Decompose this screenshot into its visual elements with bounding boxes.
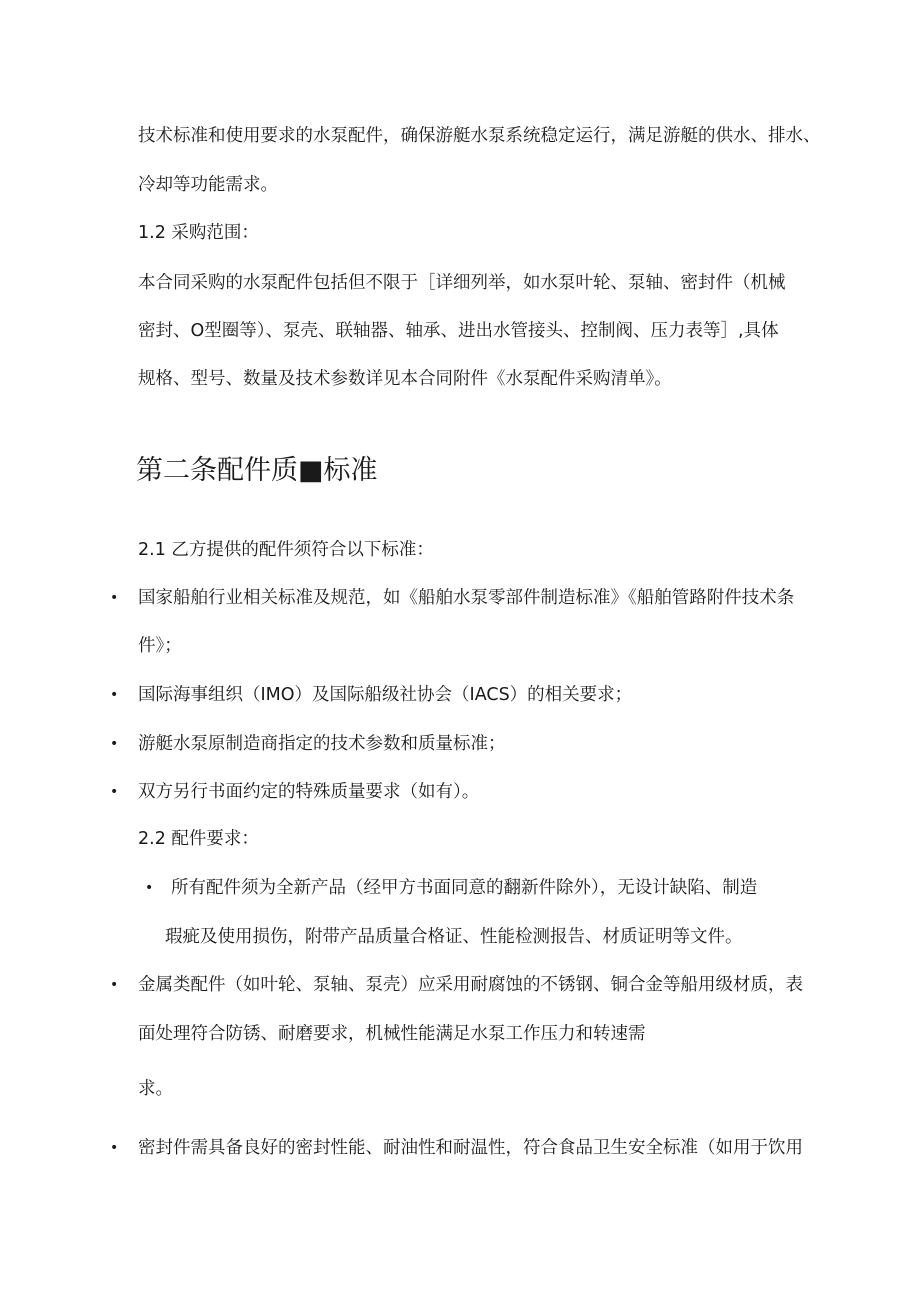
bullet-icon: • bbox=[110, 1140, 119, 1156]
standard-item-2: 国际海事组织（IMO）及国际船级社协会（IACS）的相关要求； bbox=[138, 685, 633, 705]
requirement-item-2-line-3: 求。 bbox=[138, 1079, 173, 1099]
standard-item-1-line-2: 件》； bbox=[138, 636, 182, 656]
scope-line-1: 本合同采购的水泵配件包括但不限于［详细列举，如水泵叶轮、泵轴、密封件（机械 bbox=[138, 273, 786, 293]
standard-item-1-line-1: 国家船舶行业相关标准及规范，如《船舶水泵零部件制造标准》《船舶管路附件技术条 bbox=[138, 588, 795, 608]
subsection-2-1-label: 2.1 乙方提供的配件须符合以下标准： bbox=[138, 540, 434, 560]
bullet-icon: • bbox=[110, 590, 119, 606]
standard-item-4: 双方另行书面约定的特殊质量要求（如有）。 bbox=[138, 782, 480, 802]
requirement-item-1-line-1: 所有配件须为全新产品（经甲方书面同意的翻新件除外），无设计缺陷、制造 bbox=[171, 878, 758, 898]
requirement-item-2-line-1: 金属类配件（如叶轮、泵轴、泵壳）应采用耐腐蚀的不锈钢、铜合金等船用级材质，表 bbox=[138, 975, 803, 995]
requirement-item-1-line-2: 瑕疵及使用损伤，附带产品质量合格证、性能检测报告、材质证明等文件。 bbox=[165, 927, 743, 947]
bullet-icon: • bbox=[110, 977, 119, 993]
intro-line-1: 技术标准和使用要求的水泵配件，确保游艇水泵系统稳定运行，满足游艇的供水、排水、 bbox=[138, 126, 821, 146]
section-2-title: 第二条配件质■标准 bbox=[136, 455, 378, 486]
intro-line-2: 冷却等功能需求。 bbox=[138, 175, 278, 195]
bullet-icon: • bbox=[110, 784, 119, 800]
subsection-1-2-label: 1.2 采购范围： bbox=[138, 223, 259, 243]
bullet-icon: • bbox=[145, 880, 154, 896]
scope-line-2: 密封、O型圈等）、泵壳、联轴器、轴承、进出水管接头、控制阀、压力表等］,具体 bbox=[138, 321, 779, 341]
bullet-icon: • bbox=[110, 736, 119, 752]
requirement-item-2-line-2: 面处理符合防锈、耐磨要求，机械性能满足水泵工作压力和转速需 bbox=[138, 1024, 646, 1044]
scope-line-3: 规格、型号、数量及技术参数详见本合同附件《水泵配件采购清单》。 bbox=[138, 369, 672, 389]
standard-item-3: 游艇水泵原制造商指定的技术参数和质量标准； bbox=[138, 734, 506, 754]
subsection-2-2-label: 2.2 配件要求： bbox=[138, 829, 259, 849]
bullet-icon: • bbox=[110, 687, 119, 703]
requirement-item-3-line-1: 密封件需具备良好的密封性能、耐油性和耐温性，符合食品卫生安全标准（如用于饮用 bbox=[138, 1138, 803, 1158]
